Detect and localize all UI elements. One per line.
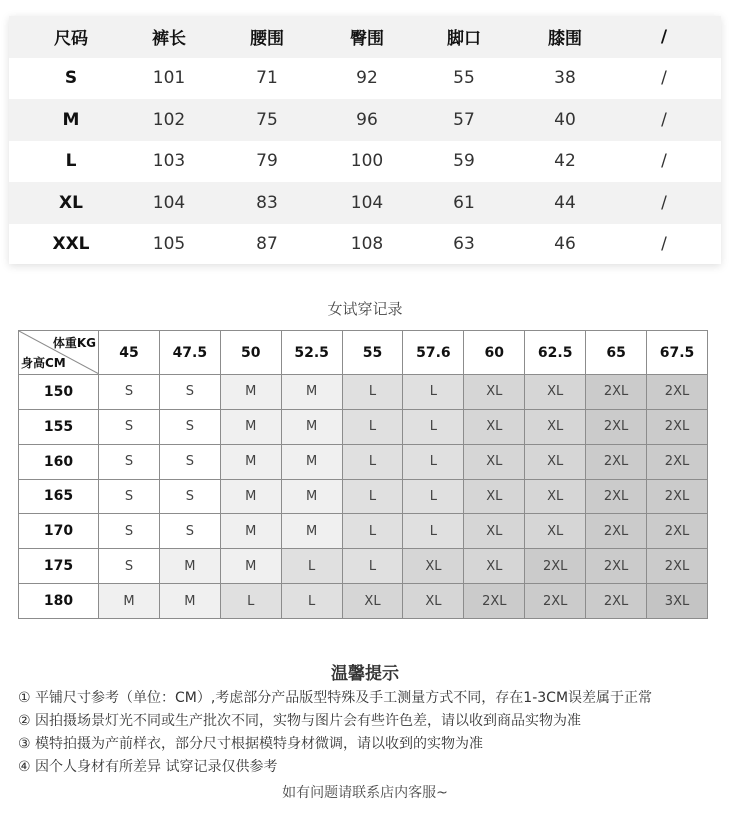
size-recommendation-cell: XL (464, 514, 525, 549)
size-value-cell: 105 (152, 234, 186, 255)
size-value-cell: 100 (350, 151, 384, 172)
height-cell: 160 (19, 444, 99, 479)
height-cell: 175 (19, 549, 99, 584)
size-recommendation-cell: S (159, 514, 220, 549)
header-leg-opening: 脚口 (447, 29, 481, 50)
size-value-cell: 79 (256, 151, 278, 172)
size-recommendation-cell: S (159, 375, 220, 410)
size-recommendation-cell: M (220, 514, 281, 549)
size-recommendation-cell: 2XL (586, 409, 647, 444)
size-recommendation-cell: 2XL (586, 584, 647, 619)
size-chart-row (9, 99, 721, 141)
header-waist: 腰围 (250, 29, 284, 50)
size-recommendation-cell: XL (525, 409, 586, 444)
size-value-cell: 57 (453, 109, 475, 130)
header-length: 裤长 (152, 29, 186, 50)
weight-header-cell: 57.6 (403, 331, 464, 375)
weight-header-cell: 45 (99, 331, 160, 375)
size-recommendation-cell: XL (464, 549, 525, 584)
size-recommendation-cell: XL (342, 584, 403, 619)
size-recommendation-cell: S (99, 479, 160, 514)
size-value-cell: 83 (256, 192, 278, 213)
tip-item: ① 平铺尺寸参考（单位：CM）,考虑部分产品版型特殊及手工测量方式不同，存在1-3CM误差属于正常 (18, 690, 653, 706)
tryon-row (19, 375, 708, 410)
header-size: 尺码 (54, 29, 88, 50)
size-recommendation-cell: M (220, 479, 281, 514)
size-recommendation-cell: XL (403, 549, 464, 584)
size-recommendation-cell: 2XL (464, 584, 525, 619)
size-recommendation-cell: 2XL (586, 479, 647, 514)
size-chart-header (9, 16, 721, 58)
weight-header-cell: 55 (342, 331, 403, 375)
size-recommendation-cell: S (159, 479, 220, 514)
size-recommendation-cell: M (220, 375, 281, 410)
height-label: 身高CM (21, 356, 66, 370)
size-chart-row (9, 182, 721, 224)
size-value-cell: 101 (152, 68, 186, 89)
size-recommendation-cell: S (99, 409, 160, 444)
size-recommendation-cell: M (281, 514, 342, 549)
tryon-row (19, 584, 708, 619)
weight-header-cell: 60 (464, 331, 525, 375)
size-recommendation-cell: L (281, 584, 342, 619)
size-recommendation-cell: M (220, 409, 281, 444)
size-value-cell: 38 (554, 68, 576, 89)
size-recommendation-cell: L (342, 444, 403, 479)
size-value-cell: / (661, 234, 667, 255)
size-recommendation-cell: XL (464, 409, 525, 444)
size-value-cell: 104 (152, 192, 186, 213)
weight-header-cell: 50 (220, 331, 281, 375)
size-recommendation-cell: 2XL (586, 375, 647, 410)
size-label-cell: M (62, 109, 80, 130)
size-recommendation-cell: XL (403, 584, 464, 619)
size-recommendation-cell: S (99, 444, 160, 479)
size-value-cell: / (661, 151, 667, 172)
size-value-cell: 42 (554, 151, 576, 172)
size-value-cell: 44 (554, 192, 576, 213)
size-value-cell: 59 (453, 151, 475, 172)
size-label-cell: XXL (52, 234, 90, 255)
size-value-cell: 96 (356, 109, 378, 130)
size-recommendation-cell: XL (525, 375, 586, 410)
size-recommendation-cell: S (159, 444, 220, 479)
size-recommendation-cell: 2XL (586, 549, 647, 584)
size-recommendation-cell: XL (464, 444, 525, 479)
size-value-cell: 87 (256, 234, 278, 255)
size-value-cell: 61 (453, 192, 475, 213)
size-value-cell: 46 (554, 234, 576, 255)
size-recommendation-cell: L (403, 514, 464, 549)
size-recommendation-cell: L (403, 375, 464, 410)
header-knee: 膝围 (548, 29, 582, 50)
size-recommendation-cell: M (159, 584, 220, 619)
size-recommendation-cell: M (281, 444, 342, 479)
size-chart-row (9, 224, 721, 266)
size-recommendation-cell: 2XL (525, 549, 586, 584)
size-value-cell: / (661, 109, 667, 130)
size-value-cell: 55 (453, 68, 475, 89)
size-recommendation-cell: L (281, 549, 342, 584)
size-value-cell: 71 (256, 68, 278, 89)
header-slash: / (660, 26, 668, 47)
weight-label: 体重KG (52, 336, 96, 350)
size-recommendation-cell: 2XL (647, 514, 708, 549)
tip-item: ② 因拍摄场景灯光不同或生产批次不同，实物与图片会有些许色差，请以收到商品实物为准 (18, 713, 581, 729)
size-recommendation-cell: M (220, 549, 281, 584)
size-recommendation-cell: S (99, 375, 160, 410)
size-value-cell: 108 (350, 234, 384, 255)
weight-header-cell: 52.5 (281, 331, 342, 375)
weight-header-cell: 62.5 (525, 331, 586, 375)
size-recommendation-cell: M (281, 409, 342, 444)
size-value-cell: / (661, 68, 667, 89)
size-recommendation-cell: 2XL (586, 444, 647, 479)
size-recommendation-cell: S (159, 409, 220, 444)
size-recommendation-cell: 2XL (586, 514, 647, 549)
height-cell: 165 (19, 479, 99, 514)
size-recommendation-cell: L (342, 375, 403, 410)
tryon-header-row (19, 331, 708, 375)
size-recommendation-cell: 2XL (647, 409, 708, 444)
weight-header-cell: 67.5 (647, 331, 708, 375)
weight-header-cell: 65 (586, 331, 647, 375)
size-chart-row (9, 58, 721, 100)
height-cell: 150 (19, 375, 99, 410)
size-value-cell: / (661, 192, 667, 213)
tip-item: ④ 因个人身材有所差异 试穿记录仅供参考 (18, 759, 278, 775)
size-recommendation-cell: 3XL (647, 584, 708, 619)
size-recommendation-cell: 2XL (647, 549, 708, 584)
size-recommendation-cell: 2XL (525, 584, 586, 619)
height-cell: 155 (19, 409, 99, 444)
size-value-cell: 104 (350, 192, 384, 213)
size-recommendation-cell: M (159, 549, 220, 584)
tips-title: 温馨提示 (331, 664, 399, 684)
tryon-row (19, 514, 708, 549)
size-recommendation-cell: 2XL (647, 375, 708, 410)
size-label-cell: XL (59, 192, 83, 213)
tryon-row (19, 479, 708, 514)
size-value-cell: 102 (152, 109, 186, 130)
size-recommendation-cell: L (220, 584, 281, 619)
size-recommendation-cell: L (403, 479, 464, 514)
size-recommendation-cell: 2XL (647, 479, 708, 514)
size-recommendation-cell: L (342, 409, 403, 444)
size-recommendation-cell: M (220, 444, 281, 479)
size-chart-row (9, 141, 721, 183)
height-cell: 170 (19, 514, 99, 549)
size-label-cell: S (64, 68, 78, 89)
size-value-cell: 40 (554, 109, 576, 130)
size-label-cell: L (65, 151, 77, 172)
size-recommendation-cell: M (99, 584, 160, 619)
tryon-row (19, 409, 708, 444)
size-recommendation-cell: XL (525, 444, 586, 479)
contact-note: 如有问题请联系店内客服~ (282, 785, 448, 801)
size-recommendation-cell: XL (525, 479, 586, 514)
size-recommendation-cell: M (281, 479, 342, 514)
size-value-cell: 63 (453, 234, 475, 255)
size-recommendation-cell: XL (525, 514, 586, 549)
size-recommendation-cell: L (403, 409, 464, 444)
size-recommendation-cell: S (99, 549, 160, 584)
size-value-cell: 75 (256, 109, 278, 130)
tip-item: ③ 模特拍摄为产前样衣，部分尺寸根据模特身材微调，请以收到的实物为准 (18, 736, 483, 752)
tryon-title: 女试穿记录 (327, 300, 403, 318)
size-value-cell: 92 (356, 68, 378, 89)
height-cell: 180 (19, 584, 99, 619)
size-recommendation-cell: XL (464, 375, 525, 410)
size-value-cell: 103 (152, 151, 186, 172)
size-chart (9, 16, 721, 264)
size-recommendation-cell: XL (464, 479, 525, 514)
size-recommendation-cell: M (281, 375, 342, 410)
size-recommendation-cell: L (342, 549, 403, 584)
tryon-row (19, 549, 708, 584)
header-hip: 臀围 (350, 29, 384, 50)
size-recommendation-cell: L (342, 479, 403, 514)
size-recommendation-cell: S (99, 514, 160, 549)
tryon-table (18, 330, 708, 619)
size-recommendation-cell: L (403, 444, 464, 479)
weight-header-cell: 47.5 (159, 331, 220, 375)
size-recommendation-cell: L (342, 514, 403, 549)
tryon-row (19, 444, 708, 479)
corner-cell (19, 331, 99, 375)
size-recommendation-cell: 2XL (647, 444, 708, 479)
